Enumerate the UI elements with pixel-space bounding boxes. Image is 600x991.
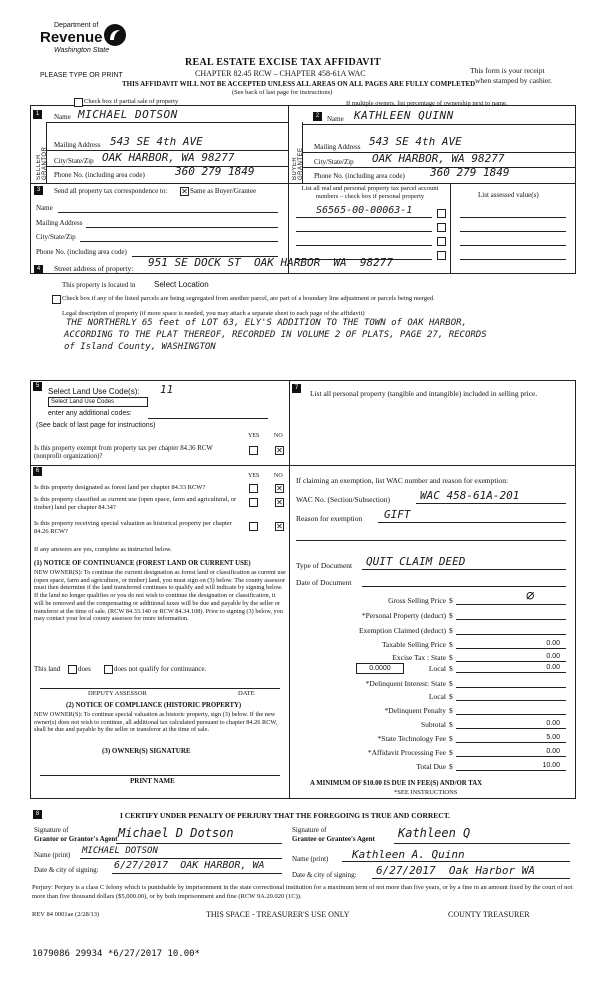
tax-taxable-value: 0.00: [546, 640, 560, 647]
s4-located-label: This property is located in: [62, 281, 136, 289]
buyer-grantee-label: BUYER GRANTEE: [292, 147, 304, 180]
s2-mailing-label: Mailing Address: [314, 143, 361, 151]
section-8-badge: 8: [33, 810, 42, 819]
logo-revenue: Revenue: [40, 29, 103, 46]
seller-grantor-label: SELLER GRANTOR: [36, 146, 48, 180]
tax-tech-fee-value: 5.00: [546, 734, 560, 741]
s3-same-checkbox[interactable]: ✕: [181, 187, 188, 196]
s6-q1: Is this property designated as forest land per chapter 84.33 RCW?: [34, 484, 206, 491]
s3-city-label: City/State/Zip: [36, 233, 76, 241]
s6-date: DATE: [238, 690, 255, 697]
s3-name-label: Name: [36, 204, 53, 212]
s8-sig-grantor-field[interactable]: Michael D Dotson: [118, 826, 234, 840]
s3-phone-label: Phone No. (including area code): [36, 248, 127, 256]
s5-exempt-yes[interactable]: [249, 446, 258, 455]
s8-name-grantor-field[interactable]: MICHAEL DOTSON: [82, 846, 158, 856]
s6-notice1-title: (1) NOTICE OF CONTINUANCE (FOREST LAND OR CURRENT USE): [34, 560, 251, 567]
s8-name-grantee-label: Name (print): [292, 855, 329, 863]
s8-date-grantor-label: Date & city of signing:: [34, 866, 99, 874]
tax-excise-state-dollar: $: [449, 653, 453, 662]
tax-local-rate-input[interactable]: 0.0000: [356, 663, 404, 674]
s5-yes-header: YES: [248, 433, 260, 439]
tax-total-value: 10.00: [542, 762, 560, 769]
s4-legal-label: Legal description of property (if more space is needed, you may attach a separate sheet to each page of the affidavit): [62, 310, 365, 317]
tax-subtotal-label: Subtotal: [420, 720, 446, 729]
s3-parcel2-checkbox[interactable]: [437, 223, 446, 232]
section-6-badge: 6: [33, 467, 42, 476]
s4-street-label: Street address of property:: [54, 264, 134, 273]
s1-phone-label: Phone No. (including area code): [54, 171, 145, 179]
tax-delinquent-penalty-label: *Delinquent Penalty: [384, 706, 446, 715]
s1-mailing-field[interactable]: 543 SE 4th AVE: [110, 135, 203, 148]
receipt-line2: when stamped by cashier.: [475, 76, 553, 85]
s5-exempt-question: Is this property exempt from property tax per chapter 84.36 RCW (nonprofit organization)?: [34, 445, 213, 460]
s6-q2-no[interactable]: ✕: [276, 498, 283, 507]
form-title: REAL ESTATE EXCISE TAX AFFIDAVIT: [185, 57, 381, 68]
s6-q3-yes[interactable]: [249, 522, 258, 531]
tax-gross-label: Gross Selling Price: [388, 596, 446, 605]
s6-notice2-body: NEW OWNER(S): To continue special valuation as historic property, sign (3) below. If the new owner(s) does not wish to continue, all additional tax calculated pursuant to chapter 84.26 RCW, shall be due and payable by the seller or transferor at the time of sale.: [34, 711, 278, 734]
s8-name-grantee-field[interactable]: Kathleen A. Quinn: [352, 848, 465, 861]
s2-city-label: City/State/Zip: [314, 158, 354, 166]
section-5-badge: 5: [33, 382, 42, 391]
section-2-badge: 2: [313, 112, 322, 121]
s4-segregated-checkbox[interactable]: [52, 295, 61, 304]
logo-dept: Department of: [54, 22, 99, 29]
s1-mailing-label: Mailing Address: [54, 141, 101, 149]
logo-swirl-icon: [102, 22, 128, 48]
s4-located-select[interactable]: Select Location: [154, 280, 209, 289]
s3-parcel3-checkbox[interactable]: [437, 237, 446, 246]
s7-doc-type-field[interactable]: QUIT CLAIM DEED: [366, 555, 466, 568]
s3-accounts-header: List all real and personal property tax parcel account numbers – check box if personal property: [301, 185, 439, 200]
s7-wac-label: WAC No. (Section/Subsection): [296, 495, 390, 504]
tax-exemption-label: Exemption Claimed (deduct): [358, 626, 446, 635]
tax-affidavit-fee-value: 0.00: [546, 748, 560, 755]
partial-sale-label: Check box if partial sale of property: [84, 98, 179, 105]
s7-exemption-label: If claiming an exemption, list WAC number and reason for exemption:: [296, 476, 509, 485]
s6-owner-sig: (3) OWNER(S) SIGNATURE: [102, 747, 191, 755]
multiple-owners-note: If multiple owners, list percentage of ownership next to name.: [346, 100, 508, 107]
s1-name-field[interactable]: MICHAEL DOTSON: [78, 108, 178, 121]
tax-subtotal-dollar: $: [449, 720, 453, 729]
s6-q1-no[interactable]: ✕: [276, 484, 283, 493]
county-treasurer: COUNTY TREASURER: [448, 910, 530, 919]
s2-name-label: Name: [327, 115, 344, 123]
tax-delinquent-interest-dollar: $: [449, 679, 453, 688]
s6-q2-yes[interactable]: [249, 498, 258, 507]
s5-exempt-no[interactable]: ✕: [276, 446, 283, 455]
s7-reason-label: Reason for exemption: [296, 514, 363, 523]
s6-q3-no[interactable]: ✕: [276, 522, 283, 531]
s6-q1-yes[interactable]: [249, 484, 258, 493]
tax-local-label: Local: [428, 664, 446, 673]
tax-total-dollar: $: [449, 762, 453, 771]
s8-date-grantor-field[interactable]: 6/27/2017 OAK HARBOR, WA: [114, 860, 265, 871]
s4-legal-line2: ACCORDING TO THE PLAT THEREOF, RECORDED IN VOLUME 2 OF PLATS, PAGE 27, RECORDS: [64, 330, 487, 340]
s7-personal-property: List all personal property (tangible and intangible) included in selling price.: [310, 389, 538, 398]
tax-local2-label: Local: [428, 692, 446, 701]
section-1-badge: 1: [33, 110, 42, 119]
s2-phone-field[interactable]: 360 279 1849: [430, 166, 510, 179]
s3-assessed-header: List assessed value(s): [478, 191, 539, 199]
s3-same-label: Same as Buyer/Grantee: [190, 187, 257, 195]
s5-land-use-select[interactable]: Select Land Use Codes: [48, 397, 148, 407]
tax-exemption-dollar: $: [449, 626, 453, 635]
section-4-badge: 4: [34, 265, 43, 274]
s4-legal-line1: THE NORTHERLY 65 feet of LOT 63, ELY'S ADDITION TO THE TOWN of OAK HARBOR,: [66, 318, 467, 328]
s3-mailing-label: Mailing Address: [36, 219, 83, 227]
tax-local-dollar: $: [449, 664, 453, 673]
s2-city-field[interactable]: OAK HARBOR, WA 98277: [372, 152, 505, 165]
s7-reason-field[interactable]: GIFT: [384, 508, 411, 521]
s7-doc-type-label: Type of Document: [296, 561, 353, 570]
s1-city-field[interactable]: OAK HARBOR, WA 98277: [102, 151, 235, 164]
logo-state: Washington State: [54, 47, 110, 54]
form-subtitle: CHAPTER 82.45 RCW – CHAPTER 458-61A WAC: [195, 69, 366, 78]
s2-phone-label: Phone No. (including area code): [314, 172, 405, 180]
s8-sig-grantee-label1: Signature of: [292, 826, 327, 834]
tax-gross-value[interactable]: ∅: [526, 588, 535, 604]
s8-sig-grantor-label1: Signature of: [34, 826, 69, 834]
tax-tech-fee-label: *State Technology Fee: [377, 734, 446, 743]
s2-name-field[interactable]: KATHLEEN QUINN: [354, 109, 454, 122]
see-back-top: (See back of last page for instructions): [232, 89, 333, 96]
s8-name-grantor-label: Name (print): [34, 851, 71, 859]
s8-date-grantee-label: Date & city of signing:: [292, 871, 357, 879]
s3-send-label: Send all property tax correspondence to:: [54, 187, 168, 195]
s8-sig-grantee-label2: Grantee or Grantee's Agent: [292, 835, 375, 843]
tax-total-label: Total Due: [416, 762, 446, 771]
form-warning: THIS AFFIDAVIT WILL NOT BE ACCEPTED UNLESS ALL AREAS ON ALL PAGES ARE FULLY COMPLETED: [122, 80, 476, 88]
s6-q3: Is this property receiving special valuation as historical property per chapter 84.26 RCW?: [34, 520, 232, 535]
section-3-badge: 3: [34, 186, 43, 195]
s5-land-use-value[interactable]: 11: [160, 383, 174, 396]
tax-taxable-label: Taxable Selling Price: [381, 640, 446, 649]
treasurer-space: THIS SPACE - TREASURER'S USE ONLY: [206, 910, 350, 919]
receipt-stamp: 1079086 29934 *6/27/2017 10.00*: [32, 949, 200, 959]
s4-legal-line3: of Island County, WASHINGTON: [64, 342, 216, 352]
s6-does-not-checkbox[interactable]: [104, 665, 113, 674]
s5-additional-label: enter any additional codes:: [48, 410, 132, 417]
section-7-badge: 7: [292, 384, 301, 393]
s1-phone-field[interactable]: 360 279 1849: [175, 165, 255, 178]
s8-certify: I CERTIFY UNDER PENALTY OF PERJURY THAT THE FOREGOING IS TRUE AND CORRECT.: [120, 811, 451, 820]
s4-street-field[interactable]: 951 SE DOCK ST OAK HARBOR WA 98277: [148, 256, 394, 269]
s4-segregated-label: Check box if any of the listed parcels are being segregated from another parcel, are part of a boundary line adjustment or parcels being merged.: [62, 295, 435, 302]
partial-sale-checkbox[interactable]: [74, 98, 83, 107]
tax-affidavit-fee-label: *Affidavit Processing Fee: [367, 748, 446, 757]
tax-personal-label: *Personal Property (deduct): [361, 611, 446, 620]
form-rev: REV 84 0001ae (2/28/13): [32, 911, 100, 918]
s6-no-header: NO: [274, 473, 283, 479]
s3-parcel-field[interactable]: S6565-00-00063-1: [316, 205, 413, 216]
tax-see-instructions: *SEE INSTRUCTIONS: [394, 789, 458, 796]
tax-delinquent-penalty-dollar: $: [449, 706, 453, 715]
s6-deputy: DEPUTY ASSESSOR: [88, 690, 147, 697]
tax-personal-dollar: $: [449, 611, 453, 620]
s8-date-grantee-field[interactable]: 6/27/2017 Oak Harbor WA: [376, 864, 535, 877]
s6-print-name: PRINT NAME: [130, 777, 175, 785]
tax-affidavit-fee-dollar: $: [449, 748, 453, 757]
s5-land-use-label: Select Land Use Code(s):: [48, 387, 140, 396]
tax-excise-state-label: Excise Tax : State: [392, 653, 446, 662]
s3-parcel4-checkbox[interactable]: [437, 251, 446, 260]
tax-subtotal-value: 0.00: [546, 720, 560, 727]
please-type: PLEASE TYPE OR PRINT: [40, 72, 123, 79]
s3-parcel1-checkbox[interactable]: [437, 209, 446, 218]
s6-does: does: [78, 665, 91, 673]
tax-local2-dollar: $: [449, 692, 453, 701]
s5-no-header: NO: [274, 433, 283, 439]
s6-this-land: This land: [34, 665, 61, 673]
tax-gross-dollar: $: [449, 596, 453, 605]
s5-see-back: (See back of last page for instructions): [36, 422, 156, 429]
s6-yes-header: YES: [248, 473, 260, 479]
s6-does-checkbox[interactable]: [68, 665, 77, 674]
s8-sig-grantee-field[interactable]: Kathleen Q: [398, 826, 471, 840]
s6-q2: Is this property classified as current use (open space, farm and agricultural, or timber) land per chapter 84.34?: [34, 496, 237, 511]
tax-excise-state-value: 0.00: [546, 653, 560, 660]
perjury-notice: Perjury: Perjury is a class C felony which is punishable by imprisonment in the state correctional institution for a maximum term of not more than five years, or by a fine in an amount fixed by the court of not more than five thousand dollars ($5,000.00), or by both imprisonment and fine (RCW 9A.20.020 (1C)).: [32, 884, 573, 900]
s2-mailing-field[interactable]: 543 SE 4th AVE: [369, 135, 462, 148]
s6-notice2-title: (2) NOTICE OF COMPLIANCE (HISTORIC PROPERTY): [66, 702, 242, 709]
s7-doc-date-label: Date of Document: [296, 578, 352, 587]
tax-local-value: 0.00: [546, 664, 560, 671]
s7-wac-field[interactable]: WAC 458-61A-201: [420, 489, 520, 502]
tax-minimum-note: A MINIMUM OF $10.00 IS DUE IN FEE(S) AND/OR TAX: [310, 780, 483, 787]
tax-delinquent-interest-label: *Delinquent Interest: State: [365, 679, 446, 688]
s6-any-yes: If any answers are yes, complete as instructed below.: [34, 546, 172, 553]
s1-name-label: Name: [54, 113, 71, 121]
s1-city-label: City/State/Zip: [54, 157, 94, 165]
tax-taxable-dollar: $: [449, 640, 453, 649]
s6-does-not: does not qualify for continuance.: [114, 665, 207, 673]
tax-tech-fee-dollar: $: [449, 734, 453, 743]
dor-logo: [40, 22, 130, 64]
receipt-line1: This form is your receipt: [470, 66, 545, 75]
s6-notice1-body: NEW OWNER(S): To continue the current designation as forest land or classification as current use (open space, farm and agriculture, or timber) land, you must sign on (3) below. The county assessor must then determine if the land transferred continues to qualify and will indicate by signing below. If the land no longer qualifies or you do not wish to continue the designation or classification, it will be removed and the compensating or additional taxes will be due and payable by the seller or transferor at the time of sale. (RCW 84.33.140 or RCW 84.34.108). Prior to signing (3) below, you may contact your local county assessor for more information.: [34, 569, 286, 623]
s8-sig-grantor-label2: Grantor or Grantor's Agent: [34, 835, 118, 843]
